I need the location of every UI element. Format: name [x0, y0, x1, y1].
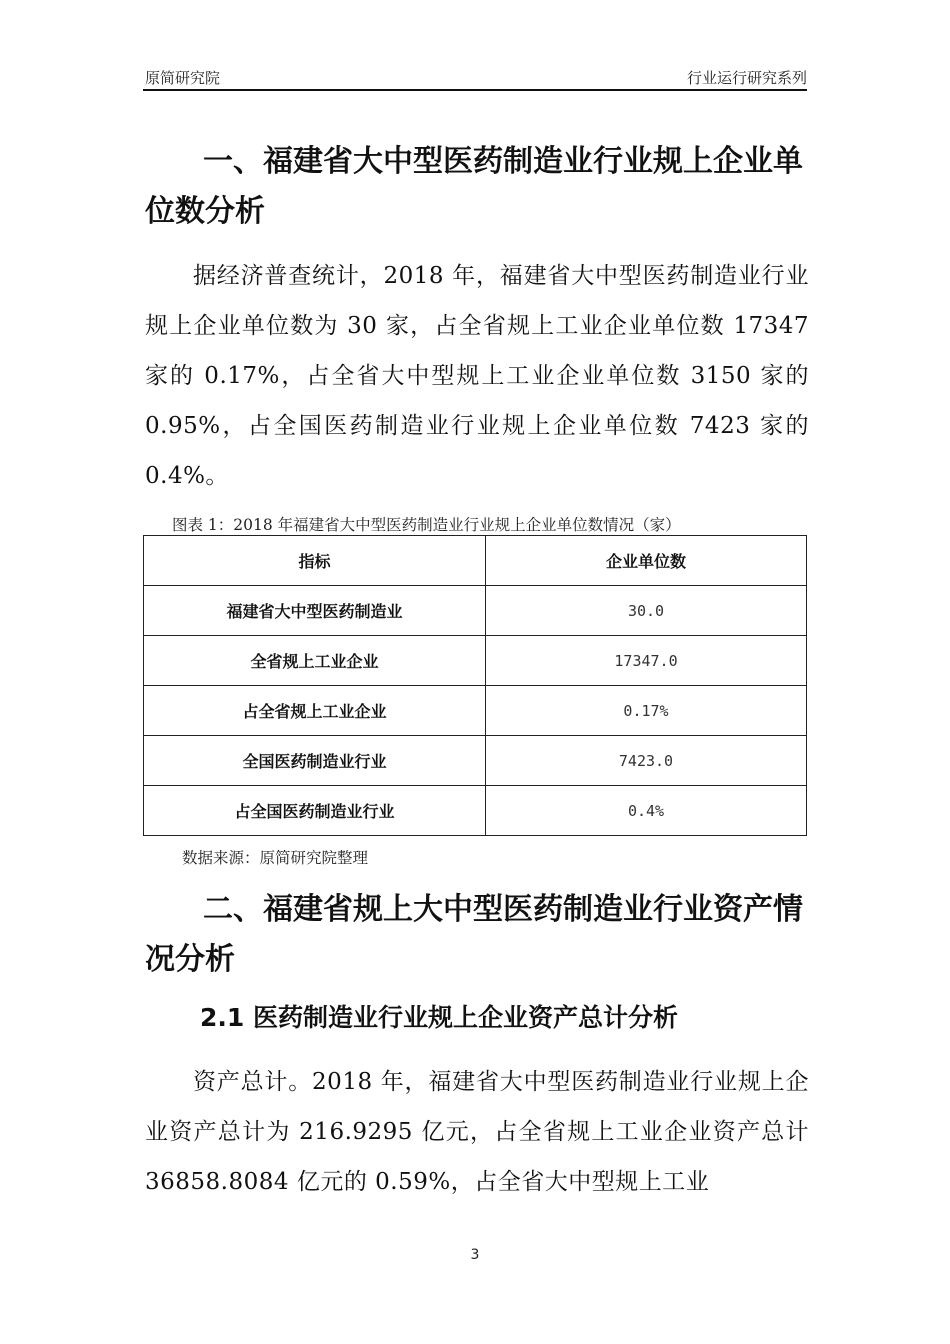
row-value: 17347.0 — [486, 636, 807, 686]
section2-title: 二、福建省规上大中型医药制造业行业资产情况分析 — [145, 892, 803, 977]
table-header-indicator: 指标 — [144, 536, 486, 586]
table-header-row — [144, 536, 807, 586]
row-value: 7423.0 — [486, 736, 807, 786]
row-value: 0.17% — [486, 686, 807, 736]
section1-paragraph: 据经济普查统计，2018 年，福建省大中型医药制造业行业规上企业单位数为 30 家，占全省规上工业企业单位数 17347 家的 0.17%，占全省大中型规上工业企业单位数 3150 家的 0.95%，占全国医药制造业行业规上企业单位数 7423 家的 0.4%。 — [145, 263, 809, 489]
row-name: 福建省大中型医药制造业 — [144, 586, 486, 636]
table-caption: 图表 1：2018 年福建省大中型医药制造业行业规上企业单位数情况（家） — [172, 516, 681, 534]
row-name: 占全省规上工业企业 — [144, 686, 486, 736]
row-value: 30.0 — [486, 586, 807, 636]
table-row — [144, 586, 807, 636]
row-name: 全省规上工业企业 — [144, 636, 486, 686]
header-left-org: 原简研究院 — [145, 69, 221, 87]
subsection-title: 2.1 医药制造业行业规上企业资产总计分析 — [200, 1003, 678, 1032]
header-divider — [143, 89, 807, 91]
enterprise-count-table — [143, 535, 807, 836]
table-row — [144, 686, 807, 736]
table-row — [144, 736, 807, 786]
table-row — [144, 636, 807, 686]
row-value: 0.4% — [486, 786, 807, 836]
table-source-note: 数据来源：原简研究院整理 — [182, 849, 369, 867]
section2-paragraph: 资产总计。2018 年，福建省大中型医药制造业行业规上企业资产总计为 216.9295 亿元，占全省规上工业企业资产总计 36858.8084 亿元的 0.59%，占全省大中型规上工业 — [145, 1069, 809, 1195]
header-right-series: 行业运行研究系列 — [686, 69, 807, 87]
row-name: 占全国医药制造业行业 — [144, 786, 486, 836]
row-name: 全国医药制造业行业 — [144, 736, 486, 786]
page-number: 3 — [470, 1247, 480, 1263]
table-row — [144, 786, 807, 836]
table-header-count: 企业单位数 — [486, 536, 807, 586]
section1-title: 一、福建省大中型医药制造业行业规上企业单位数分析 — [145, 144, 803, 229]
